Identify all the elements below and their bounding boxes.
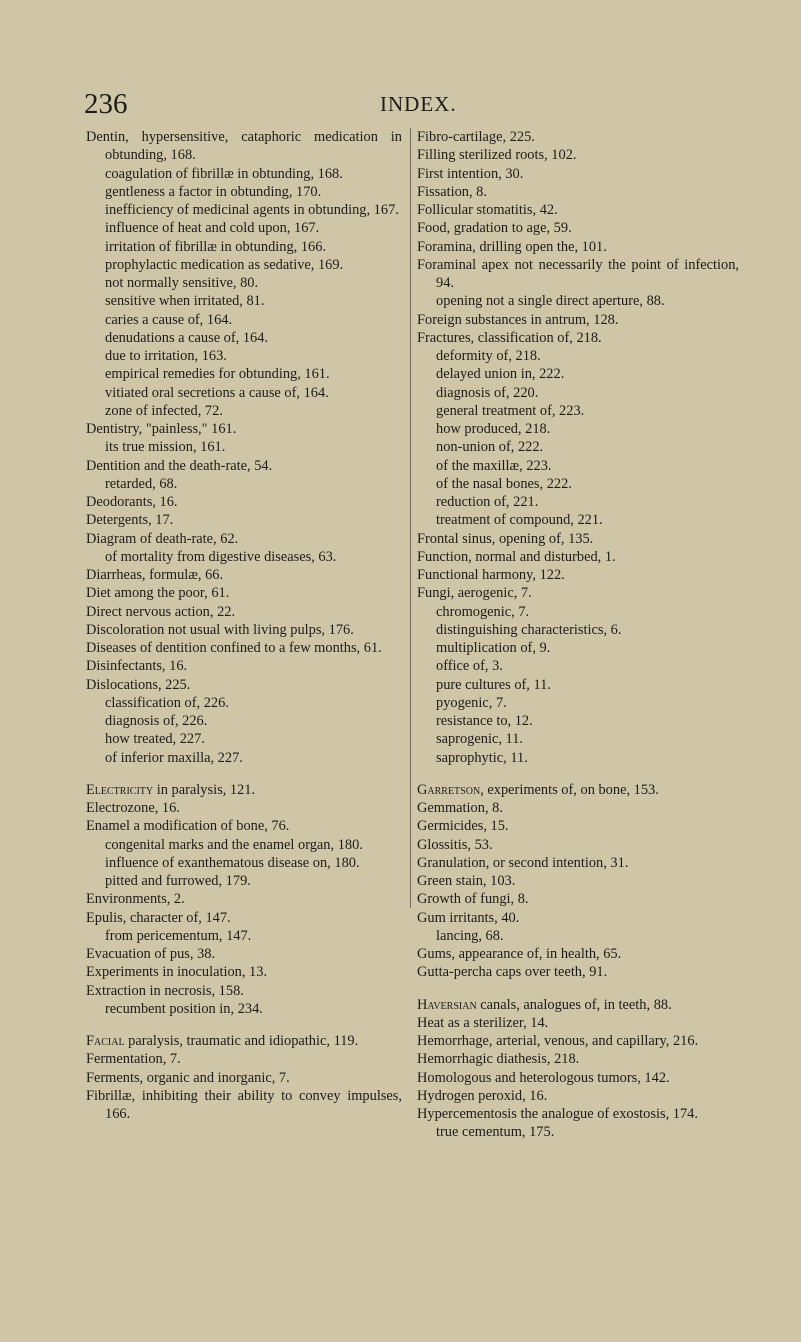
index-subentry: [86, 183, 402, 201]
index-entry-text: Fractures, classification of, 218.: [417, 329, 602, 346]
index-subentry: [417, 365, 739, 383]
index-entry: [417, 183, 739, 201]
index-entry: [417, 311, 739, 329]
index-entry: [86, 909, 402, 927]
index-entry: [86, 1032, 402, 1050]
index-subentry: [417, 420, 739, 438]
index-entry: [86, 566, 402, 584]
index-entry-text: canals, analogues of, in teeth, 88.: [476, 996, 672, 1013]
index-entry-text: classification of, 226.: [105, 694, 229, 711]
page-header: [84, 88, 704, 122]
index-subentry: [86, 219, 402, 237]
index-entry: [86, 603, 402, 621]
index-subentry: [86, 872, 402, 890]
index-subentry: [417, 712, 739, 730]
index-entry-text: of the nasal bones, 222.: [436, 475, 572, 492]
index-entry-text: Foramina, drilling open the, 101.: [417, 238, 607, 255]
index-entry-text: Experiments in inoculation, 13.: [86, 964, 268, 981]
index-entry: [417, 872, 739, 890]
index-subentry: [417, 438, 739, 456]
index-entry-text: not normally sensitive, 80.: [105, 275, 259, 291]
index-entry: [417, 799, 739, 817]
index-entry-text: Homologous and heterologous tumors, 142.: [417, 1069, 670, 1086]
index-entry: [417, 329, 739, 347]
index-entry: [417, 817, 739, 835]
index-entry-text: Fibro-cartilage, 225.: [417, 129, 535, 145]
index-entry-text: paralysis, traumatic and idiopathic, 119.: [124, 1033, 359, 1049]
index-entry: [417, 1069, 739, 1087]
index-subentry: [86, 854, 402, 872]
index-subentry: [86, 347, 402, 365]
index-subentry: [417, 657, 739, 675]
index-entry: [86, 493, 402, 511]
index-entry: [417, 548, 739, 566]
index-entry-text: Gemmation, 8.: [417, 800, 503, 816]
index-entry-headword: Garretson: [417, 781, 481, 798]
index-entry-text: Diet among the poor, 61.: [86, 585, 230, 602]
index-entry-text: Fermentation, 7.: [86, 1051, 181, 1068]
index-subentry: [417, 475, 739, 493]
index-subentry: [417, 384, 739, 402]
index-entry: [417, 219, 739, 237]
index-subentry: [86, 836, 402, 854]
index-entry: [417, 1087, 739, 1105]
index-subentry: [417, 603, 739, 621]
index-entry: [417, 781, 739, 799]
index-entry: [86, 420, 402, 438]
index-subentry: [417, 347, 739, 365]
index-subentry: [417, 639, 739, 657]
index-subentry: [86, 329, 402, 347]
index-entry-text: congenital marks and the enamel organ, 180.: [105, 836, 363, 853]
index-entry-text: Diagram of death-rate, 62.: [86, 530, 239, 547]
index-entry-text: Hemorrhagic diathesis, 218.: [417, 1051, 580, 1068]
index-entry: [86, 817, 402, 835]
index-entry-text: Foreign substances in antrum, 128.: [417, 311, 619, 328]
index-entry-text: non-union of, 222.: [436, 439, 544, 456]
index-entry: [86, 799, 402, 817]
index-column-left: [86, 128, 402, 1123]
index-entry-text: of mortality from digestive diseases, 63.: [105, 548, 337, 565]
index-entry-text: Dislocations, 225.: [86, 676, 191, 693]
index-entry-text: Hydrogen peroxid, 16.: [417, 1087, 548, 1104]
index-subentry: [417, 292, 739, 310]
index-entry-text: Dentistry, "painless," 161.: [86, 421, 237, 437]
index-entry-text: of inferior maxilla, 227.: [105, 749, 243, 766]
index-entry: [417, 836, 739, 854]
index-entry-text: Foraminal apex not necessarily the point of infection, 94.: [417, 256, 739, 291]
index-entry: [417, 146, 739, 164]
index-subentry: [86, 749, 402, 767]
index-entry-text: Enamel a modification of bone, 76.: [86, 818, 290, 835]
index-entry: [417, 1105, 739, 1123]
index-subentry: [86, 475, 402, 493]
page-number: 236: [84, 88, 128, 120]
index-entry-text: First intention, 30.: [417, 165, 524, 182]
index-entry-text: Diseases of dentition confined to a few months, 61.: [86, 640, 382, 656]
index-entry-text: Dentition and the death-rate, 54.: [86, 457, 273, 474]
index-entry-text: Discoloration not usual with living pulps, 176.: [86, 621, 354, 638]
index-entry-text: of the maxillæ, 223.: [436, 457, 552, 474]
index-entry: [86, 945, 402, 963]
index-entry: [417, 1050, 739, 1068]
index-subentry: [86, 402, 402, 420]
index-entry: [417, 530, 739, 548]
index-entry-text: denudations a cause of, 164.: [105, 329, 269, 346]
index-entry-text: saprogenic, 11.: [436, 731, 523, 748]
index-entry-text: gentleness a factor in obtunding, 170.: [105, 183, 322, 200]
index-entry: [417, 584, 739, 602]
index-subentry: [86, 311, 402, 329]
index-subentry: [86, 256, 402, 274]
index-entry-headword: Facial: [86, 1033, 125, 1049]
index-entry-text: deformity of, 218.: [436, 348, 541, 364]
index-entry-text: Epulis, character of, 147.: [86, 909, 231, 926]
index-entry-text: zone of infected, 72.: [105, 402, 223, 419]
index-entry-text: Detergents, 17.: [86, 512, 174, 529]
index-entry: [86, 1069, 402, 1087]
index-entry-text: Gums, appearance of, in health, 65.: [417, 946, 622, 962]
index-subentry: [86, 292, 402, 310]
index-entry-text: Growth of fungi, 8.: [417, 891, 529, 908]
running-head: INDEX.: [380, 92, 457, 116]
index-entry: [86, 639, 402, 657]
index-entry: [86, 676, 402, 694]
index-subentry: [417, 1123, 739, 1141]
index-entry-text: saprophytic, 11.: [436, 749, 528, 766]
index-entry-text: pyogenic, 7.: [436, 694, 507, 711]
index-entry: [417, 1032, 739, 1050]
index-entry-text: Green stain, 103.: [417, 873, 516, 889]
index-subentry: [417, 402, 739, 420]
index-entry-text: vitiated oral secretions a cause of, 164.: [105, 384, 329, 401]
index-entry-text: retarded, 68.: [105, 475, 178, 492]
index-subentry: [86, 165, 402, 183]
index-subentry: [417, 927, 739, 945]
index-entry: [417, 201, 739, 219]
index-entry-text: Direct nervous action, 22.: [86, 603, 236, 620]
index-entry-text: opening not a single direct aperture, 88.: [436, 293, 665, 310]
index-entry: [417, 238, 739, 256]
index-entry-text: pitted and furrowed, 179.: [105, 873, 251, 889]
index-entry-text: inefficiency of medicinal agents in obtunding, 167.: [105, 202, 399, 218]
index-entry-text: Evacuation of pus, 38.: [86, 946, 216, 962]
index-entry-text: diagnosis of, 226.: [105, 713, 208, 729]
index-entry: [417, 854, 739, 872]
index-subentry: [417, 511, 739, 529]
index-entry-text: Germicides, 15.: [417, 818, 509, 835]
index-column-right: [410, 128, 739, 1141]
index-subentry: [417, 694, 739, 712]
index-entry-text: influence of heat and cold upon, 167.: [105, 220, 320, 237]
index-entry-text: Electrozone, 16.: [86, 800, 180, 816]
index-entry-text: diagnosis of, 220.: [436, 384, 539, 401]
index-entry: [417, 165, 739, 183]
index-entry-text: coagulation of fibrillæ in obtunding, 168.: [105, 165, 343, 182]
index-entry-text: , experiments of, on bone, 153.: [480, 781, 659, 798]
index-subentry: [86, 438, 402, 456]
index-entry-text: office of, 3.: [436, 658, 503, 675]
index-entry-text: influence of exanthematous disease on, 180.: [105, 854, 360, 871]
index-entry-text: empirical remedies for obtunding, 161.: [105, 366, 330, 383]
index-entry: [86, 963, 402, 981]
index-entry-text: Environments, 2.: [86, 891, 185, 908]
index-subentry: [86, 548, 402, 566]
index-entry-text: multiplication of, 9.: [436, 640, 551, 656]
index-entry-text: Heat as a sterilizer, 14.: [417, 1014, 549, 1031]
index-subentry: [86, 365, 402, 383]
index-entry-text: Gum irritants, 40.: [417, 909, 520, 926]
index-entry: [417, 566, 739, 584]
index-entry: [417, 1014, 739, 1032]
index-entry-text: Follicular stomatitis, 42.: [417, 202, 558, 218]
index-entry-text: delayed union in, 222.: [436, 366, 565, 383]
index-subentry: [417, 457, 739, 475]
index-entry-text: resistance to, 12.: [436, 713, 533, 729]
index-entry-text: Hypercementosis the analogue of exostosis, 174.: [417, 1106, 698, 1122]
index-subentry: [417, 749, 739, 767]
index-subentry: [417, 676, 739, 694]
index-entry-text: Granulation, or second intention, 31.: [417, 854, 629, 871]
index-entry-text: lancing, 68.: [436, 927, 504, 944]
index-entry-headword: Electricity: [86, 781, 154, 798]
index-entry-text: chromogenic, 7.: [436, 603, 530, 620]
index-entry-text: distinguishing characteristics, 6.: [436, 621, 622, 638]
index-subentry: [86, 712, 402, 730]
index-entry-text: Filling sterilized roots, 102.: [417, 147, 577, 164]
index-entry-text: irritation of fibrillæ in obtunding, 166.: [105, 238, 327, 255]
index-entry: [86, 128, 402, 165]
index-subentry: [86, 238, 402, 256]
index-subentry: [417, 730, 739, 748]
index-entry-text: how produced, 218.: [436, 421, 551, 437]
index-entry-text: prophylactic medication as sedative, 169.: [105, 256, 344, 273]
index-entry-text: Extraction in necrosis, 158.: [86, 982, 244, 999]
index-subentry: [86, 384, 402, 402]
index-entry: [86, 1087, 402, 1124]
index-entry-text: reduction of, 221.: [436, 494, 539, 510]
index-entry-text: sensitive when irritated, 81.: [105, 293, 265, 310]
index-entry-text: recumbent position in, 234.: [105, 1000, 263, 1017]
index-entry: [86, 781, 402, 799]
index-entry: [417, 128, 739, 146]
index-entry-text: Diarrheas, formulæ, 66.: [86, 567, 224, 583]
index-entry-text: due to irritation, 163.: [105, 348, 227, 364]
index-subentry: [417, 621, 739, 639]
index-subentry: [86, 274, 402, 292]
index-entry-text: Deodorants, 16.: [86, 494, 178, 510]
index-entry-text: pure cultures of, 11.: [436, 676, 551, 693]
index-entry-text: Disinfectants, 16.: [86, 658, 188, 675]
index-entry: [417, 909, 739, 927]
index-entry-text: Food, gradation to age, 59.: [417, 220, 572, 237]
index-entry-text: Function, normal and disturbed, 1.: [417, 548, 616, 565]
index-entry-text: Fissation, 8.: [417, 183, 487, 200]
index-entry-text: Fungi, aerogenic, 7.: [417, 585, 532, 602]
index-entry: [86, 511, 402, 529]
index-subentry: [86, 694, 402, 712]
index-subentry: [417, 493, 739, 511]
index-entry: [417, 996, 739, 1014]
index-entry-text: in paralysis, 121.: [153, 781, 256, 798]
index-entry-text: Fibrillæ, inhibiting their ability to convey impulses, 166.: [86, 1087, 402, 1122]
index-entry-text: Gutta-percha caps over teeth, 91.: [417, 964, 608, 981]
index-entry-text: general treatment of, 223.: [436, 402, 585, 419]
index-entry-text: Dentin, hypersensitive, cataphoric medication in obtunding, 168.: [86, 129, 402, 164]
index-entry: [86, 982, 402, 1000]
index-entry: [417, 256, 739, 293]
index-entry-text: true cementum, 175.: [436, 1124, 555, 1141]
index-entry: [86, 890, 402, 908]
index-entry: [86, 530, 402, 548]
index-entry-text: from pericementum, 147.: [105, 927, 252, 944]
index-entry-text: its true mission, 161.: [105, 439, 226, 456]
index-entry: [417, 963, 739, 981]
index-entry: [86, 621, 402, 639]
index-subentry: [86, 927, 402, 945]
index-entry-text: how treated, 227.: [105, 731, 205, 748]
index-entry-headword: Haversian: [417, 996, 477, 1013]
index-entry: [86, 1050, 402, 1068]
index-entry: [86, 657, 402, 675]
index-entry: [417, 890, 739, 908]
index-subentry: [86, 201, 402, 219]
index-entry-text: Functional harmony, 122.: [417, 567, 565, 583]
index-subentry: [86, 1000, 402, 1018]
index-entry-text: Frontal sinus, opening of, 135.: [417, 530, 594, 547]
index-entry-text: Ferments, organic and inorganic, 7.: [86, 1069, 290, 1086]
index-subentry: [86, 730, 402, 748]
index-entry: [417, 945, 739, 963]
index-entry-text: Hemorrhage, arterial, venous, and capillary, 216.: [417, 1033, 699, 1049]
index-entry-text: treatment of compound, 221.: [436, 512, 603, 529]
index-entry-text: caries a cause of, 164.: [105, 311, 233, 328]
index-entry: [86, 584, 402, 602]
index-entry-text: Glossitis, 53.: [417, 836, 493, 853]
index-entry: [86, 457, 402, 475]
